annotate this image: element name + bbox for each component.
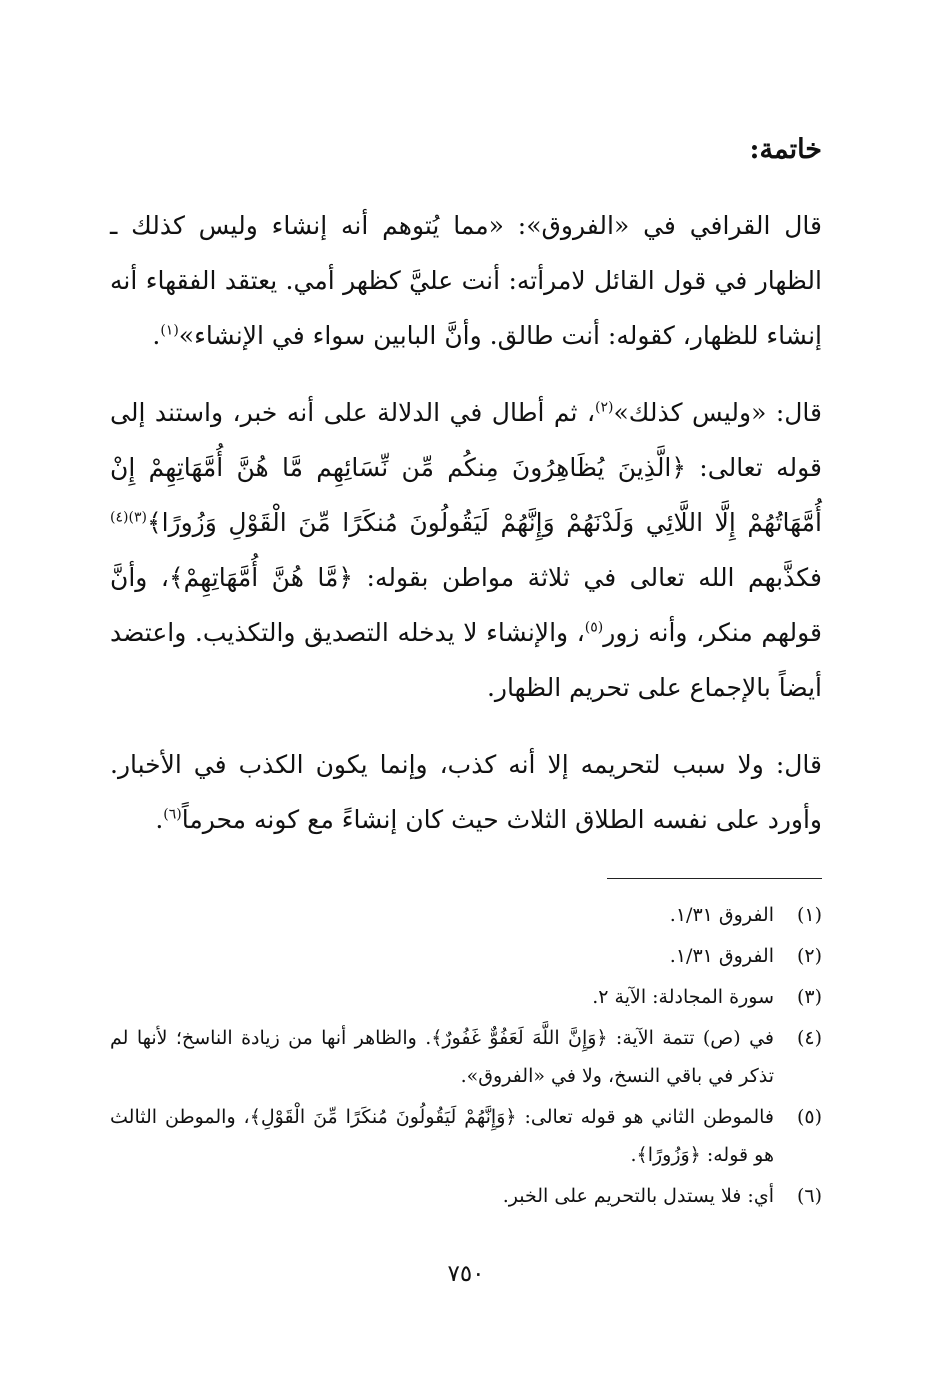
footnote-text: الفروق ١/٣١. <box>669 945 774 967</box>
paragraph-text: ، ثم أطال في الدلالة على أنه خبر، واستند إلى قوله تعالى: ﴿الَّذِينَ يُظَاهِرُونَ مِنكُم مِّن نِّسَائِهِم مَّا هُنَّ أُمَّهَاتِهِمْ إِنْ أُمَّهَاتُهُمْ إِلَّا اللَّائِي وَلَدْنَهُمْ وَإِنَّهُمْ لَيَقُولُونَ مُنكَرًا مِّنَ الْقَوْلِ وَزُورًا﴾ <box>110 398 822 537</box>
footnote-reference[interactable]: (١) <box>160 322 179 339</box>
footnote-1 <box>110 896 822 934</box>
paragraph-2 <box>110 385 822 715</box>
paragraph-text: . <box>155 805 164 834</box>
footnote-text: الفروق ١/٣١. <box>669 904 774 926</box>
paragraph-text: ، والإنشاء لا يدخله التصديق والتكذيب. واعتضد أيضاً بالإجماع على تحريم الظهار. <box>110 618 822 702</box>
footnote-number: (٦) <box>796 1185 822 1207</box>
footnote-number: (١) <box>796 904 822 926</box>
footnote-text: سورة المجادلة: الآية ٢. <box>592 986 774 1008</box>
footnote-6 <box>110 1177 822 1215</box>
footnote-reference[interactable]: (٦) <box>163 806 182 823</box>
paragraph-1 <box>110 198 822 363</box>
footnotes-list <box>110 896 822 1218</box>
footnote-2 <box>110 937 822 975</box>
page-number: ٧٥٠ <box>447 1261 485 1287</box>
section-heading: خاتمة: <box>749 134 822 165</box>
paragraph-text: قال: «وليس كذلك» <box>613 398 822 427</box>
footnote-3 <box>110 978 822 1016</box>
footnote-number: (٣) <box>796 986 822 1008</box>
paragraph-text: . <box>152 321 161 350</box>
footnote-number: (٢) <box>796 945 822 967</box>
footnote-reference[interactable]: (٥) <box>584 619 604 636</box>
footnote-separator <box>607 878 822 879</box>
book-page <box>110 0 822 1375</box>
paragraph-text: قال: ولا سبب لتحريمه إلا أنه كذب، وإنما يكون الكذب في الأخبار. وأورد على نفسه الطلاق الثلاث حيث كان إنشاءً مع كونه محرماً <box>110 750 822 834</box>
footnote-5 <box>110 1098 822 1174</box>
footnote-number: (٤) <box>796 1027 822 1049</box>
footnote-reference[interactable]: (٢) <box>595 399 614 416</box>
paragraph-3 <box>110 737 822 847</box>
main-text <box>110 198 822 869</box>
footnote-4 <box>110 1019 822 1095</box>
footnote-text: في (ص) تتمة الآية: ﴿وَإِنَّ اللَّهَ لَعَفُوٌّ غَفُورٌ﴾. والظاهر أنها من زيادة الناسخ؛ لأنها لم تذكر في باقي النسخ، ولا في «الفروق». <box>110 1027 774 1087</box>
paragraph-text: قال القرافي في «الفروق»: «مما يُتوهم أنه إنشاء وليس كذلك ـ الظهار في قول القائل لامرأته: أنت عليَّ كظهر أمي. يعتقد الفقهاء أنه إنشاء للظهار، كقوله: أنت طالق. وأنَّ البابين سواء في الإنشاء» <box>110 211 822 350</box>
footnote-reference[interactable]: (٣)(٤) <box>110 509 147 526</box>
footnote-text: فالموطن الثاني هو قوله تعالى: ﴿وَإِنَّهُمْ لَيَقُولُونَ مُنكَرًا مِّنَ الْقَوْلِ﴾، والموطن الثالث هو قوله: ﴿وَزُورًا﴾. <box>110 1106 774 1166</box>
paragraph-text: فكذَّبهم الله تعالى في ثلاثة مواطن بقوله: ﴿مَّا هُنَّ أُمَّهَاتِهِمْ﴾، وأنَّ قولهم منكر، وأنه زور <box>110 563 822 647</box>
footnote-number: (٥) <box>796 1106 822 1128</box>
footnote-text: أي: فلا يستدل بالتحريم على الخبر. <box>502 1185 774 1207</box>
